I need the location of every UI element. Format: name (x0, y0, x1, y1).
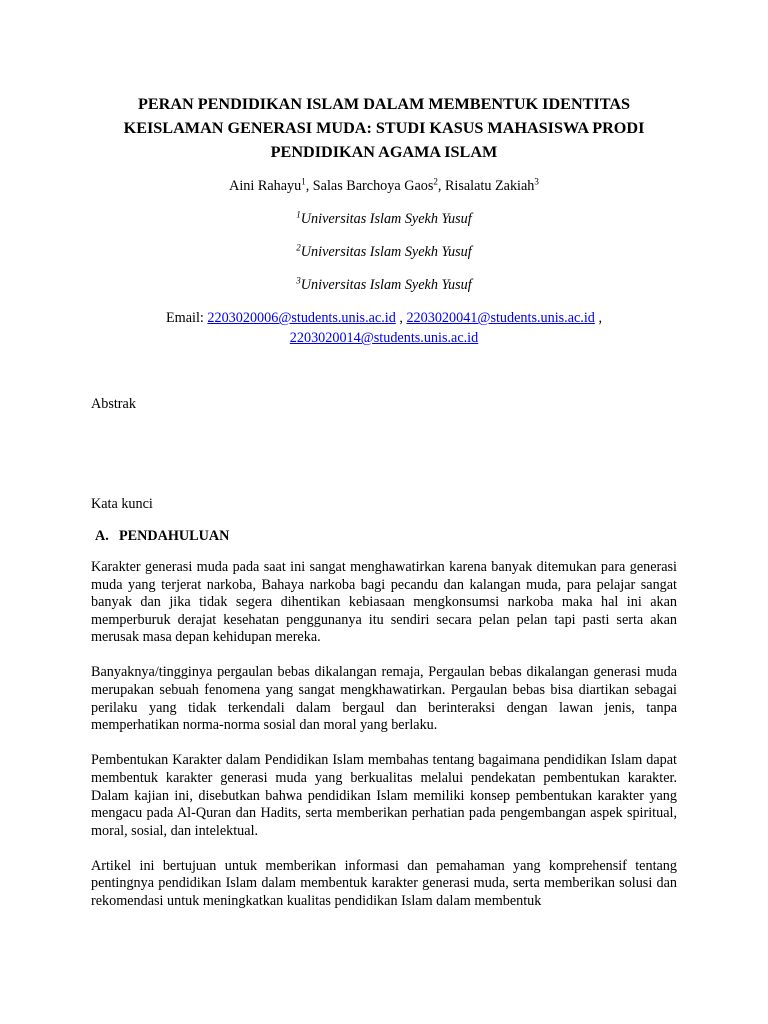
author-sup: 1 (301, 176, 306, 187)
affiliation-name: Universitas Islam Syekh Yusuf (300, 277, 472, 293)
body-paragraph: Karakter generasi muda pada saat ini sangat menghawatirkan karena banyak ditemukan para generasi muda yang terjerat narkoba, Bahaya narkoba bagi pecandu dan kalangan muda, para pelajar sangat banyak dan jika tidak segera dihentikan kebiasaan mengkonsumsi narkoba maka hal ini akan memperburuk derajat kesehatan penggunanya itu sendiri secara pelan pelan tapi pasti serta akan merusak masa depan kehidupan mereka. (91, 559, 677, 646)
email-label: Email: (166, 310, 208, 326)
section-heading (91, 526, 677, 546)
affiliation-sup: 2 (296, 242, 301, 253)
author-list (91, 176, 677, 196)
body-paragraph: Banyaknya/tingginya pergaulan bebas dikalangan remaja, Pergaulan bebas dikalangan generasi muda merupakan sebuah fenomena yang sangat mengkhawatirkan. Pergaulan bebas bisa diartikan sebagai perilaku yang tidak terkendali dalam bergaul dan berinteraksi dengan lawan jenis, tanpa memperhatikan norma-norma sosial dan moral yang berlaku. (91, 664, 677, 734)
affiliation-name: Universitas Islam Syekh Yusuf (300, 211, 472, 227)
email-link[interactable]: 2203020041@students.unis.ac.id (406, 310, 595, 326)
author-sup: 3 (534, 176, 539, 187)
affiliation-sup: 1 (296, 209, 301, 220)
title-line: PENDIDIKAN AGAMA ISLAM (270, 143, 498, 161)
email-link[interactable]: 2203020006@students.unis.ac.id (207, 310, 396, 326)
author-sup: 2 (433, 176, 438, 187)
author-name: Aini Rahayu (229, 178, 302, 194)
author-name: Salas Barchoya Gaos (312, 178, 434, 194)
author-name: Risalatu Zakiah (444, 178, 535, 194)
affiliation (91, 209, 677, 229)
email-separator: , (594, 310, 602, 326)
email-link[interactable]: 2203020014@students.unis.ac.id (289, 330, 479, 346)
paper-title (91, 92, 677, 164)
email-block (91, 308, 677, 348)
affiliation (91, 275, 677, 295)
affiliation-sup: 3 (296, 275, 301, 286)
section-number: A. (95, 528, 109, 544)
title-line: KEISLAMAN GENERASI MUDA: STUDI KASUS MAHASISWA PRODI (123, 119, 645, 137)
author-separator: , (437, 178, 445, 194)
keywords-heading: Kata kunci (91, 496, 153, 512)
affiliation-name: Universitas Islam Syekh Yusuf (300, 244, 472, 260)
affiliation (91, 242, 677, 262)
section-title: PENDAHULUAN (119, 528, 230, 544)
email-separator: , (395, 310, 407, 326)
abstract-heading: Abstrak (91, 396, 136, 412)
document-page (91, 92, 677, 911)
author-separator: , (305, 178, 313, 194)
body-paragraph: Pembentukan Karakter dalam Pendidikan Islam membahas tentang bagaimana pendidikan Islam dapat membentuk karakter generasi muda yang berkualitas melalui pendekatan pembentukan karakter. Dalam kajian ini, disebutkan bahwa pendidikan Islam memiliki konsep pembentukan karakter yang mengacu pada Al-Quran dan Hadits, serta memberikan perhatian pada pengembangan aspek spiritual, moral, sosial, dan intelektual. (91, 752, 677, 839)
title-line: PERAN PENDIDIKAN ISLAM DALAM MEMBENTUK IDENTITAS (137, 95, 631, 113)
body-paragraph: Artikel ini bertujuan untuk memberikan informasi dan pemahaman yang komprehensif tentang pentingnya pendidikan Islam dalam membentuk karakter generasi muda, serta memberikan solusi dan rekomendasi untuk meningkatkan kualitas pendidikan Islam dalam membentuk (91, 857, 677, 909)
